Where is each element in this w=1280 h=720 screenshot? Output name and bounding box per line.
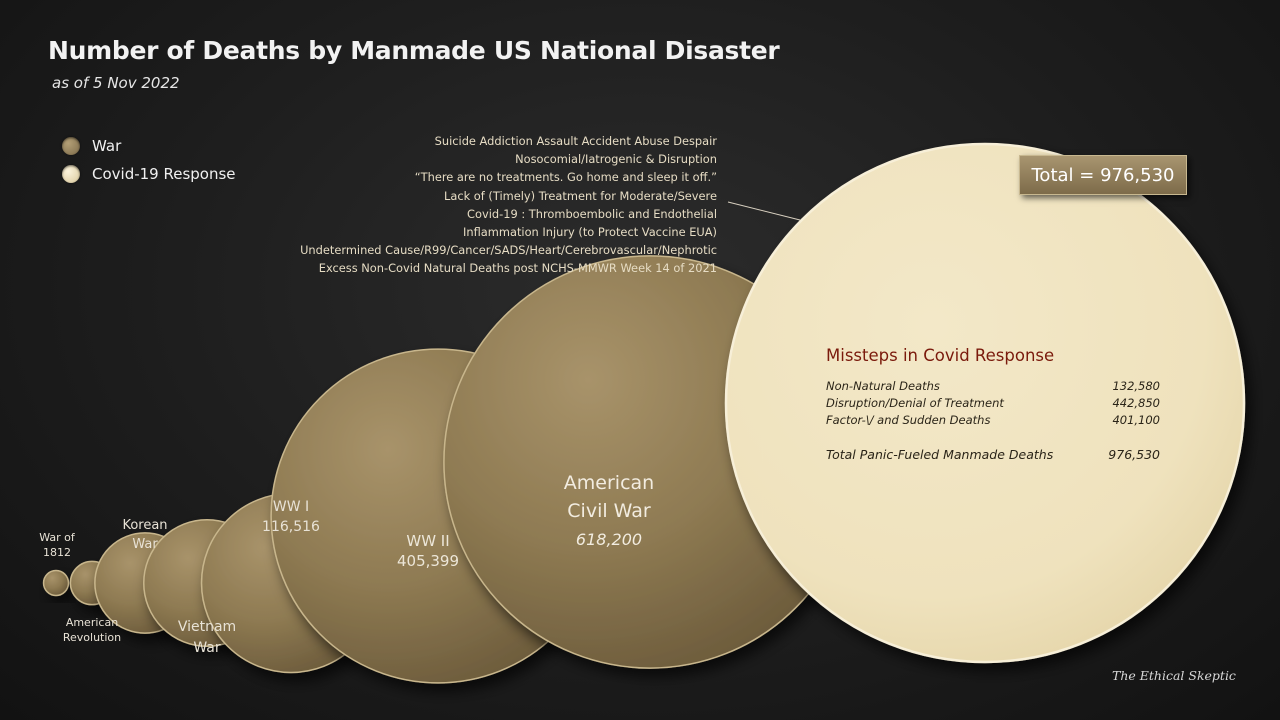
missteps-total-row bbox=[826, 447, 1160, 462]
missteps-row-label: Disruption/Denial of Treatment bbox=[826, 396, 1004, 410]
cause-line: Suicide Addiction Assault Accident Abuse Despair bbox=[434, 134, 717, 148]
cause-line: Undetermined Cause/R99/Cancer/SADS/Heart/Cerebrovascular/Nephrotic bbox=[300, 243, 717, 258]
bubble-label-0: War of 1812 bbox=[39, 531, 75, 559]
total-badge: Total = 976,530 bbox=[1019, 155, 1187, 195]
missteps-total-value: 976,530 bbox=[1108, 447, 1160, 462]
missteps-total-label: Total Panic-Fueled Manmade Deaths bbox=[826, 447, 1054, 462]
missteps-row bbox=[826, 379, 1160, 393]
causes-annotation bbox=[300, 132, 717, 278]
cause-line: “There are no treatments. Go home and sleep it off.” bbox=[414, 170, 717, 185]
callout-leader-line bbox=[728, 202, 800, 220]
cause-line: Lack of (Timely) Treatment for Moderate/Severe bbox=[444, 188, 717, 203]
missteps-row-value: 132,580 bbox=[1112, 379, 1160, 393]
bubble-label-5: WW II 405,399 bbox=[396, 532, 460, 570]
missteps-row bbox=[826, 413, 1160, 427]
bubble-label-4: WW I 116,516 bbox=[262, 499, 320, 535]
watermark: The Ethical Skeptic bbox=[1112, 668, 1236, 683]
bubble-label-6: American Civil War 618,200 bbox=[563, 472, 655, 549]
legend-swatch-war bbox=[62, 137, 80, 155]
bubble-label-3: Vietnam War bbox=[177, 619, 237, 656]
missteps-row-value: 442,850 bbox=[1112, 396, 1160, 410]
missteps-row-label: Non-Natural Deaths bbox=[826, 379, 940, 393]
chart-title: Number of Deaths by Manmade US National Disaster bbox=[48, 36, 780, 65]
cause-line: Covid-19 : Thromboembolic and Endothelial bbox=[467, 206, 717, 221]
legend-label-covid: Covid-19 Response bbox=[92, 165, 236, 183]
legend-item-covid bbox=[62, 160, 236, 188]
legend-item-war bbox=[62, 132, 236, 160]
bubble-war-0 bbox=[44, 571, 69, 596]
bubble-label-2: Korean War bbox=[122, 518, 168, 552]
missteps-row-label: Factor-\/ and Sudden Deaths bbox=[826, 413, 991, 427]
cause-line: Nosocomial/Iatrogenic & Disruption bbox=[515, 152, 717, 167]
legend-label-war: War bbox=[92, 137, 122, 155]
missteps-row bbox=[826, 396, 1160, 410]
cause-line: Inflammation Injury (to Protect Vaccine EUA) bbox=[463, 225, 717, 240]
chart-subtitle: as of 5 Nov 2022 bbox=[52, 74, 180, 92]
missteps-row-value: 401,100 bbox=[1112, 413, 1160, 427]
bubble-label-1: American Revolution bbox=[62, 616, 122, 644]
legend-swatch-covid bbox=[62, 165, 80, 183]
cause-line: Excess Non-Covid Natural Deaths post NCHS-MMWR Week 14 of 2021 bbox=[318, 261, 717, 276]
legend bbox=[62, 132, 236, 188]
missteps-title: Missteps in Covid Response bbox=[826, 346, 1055, 365]
